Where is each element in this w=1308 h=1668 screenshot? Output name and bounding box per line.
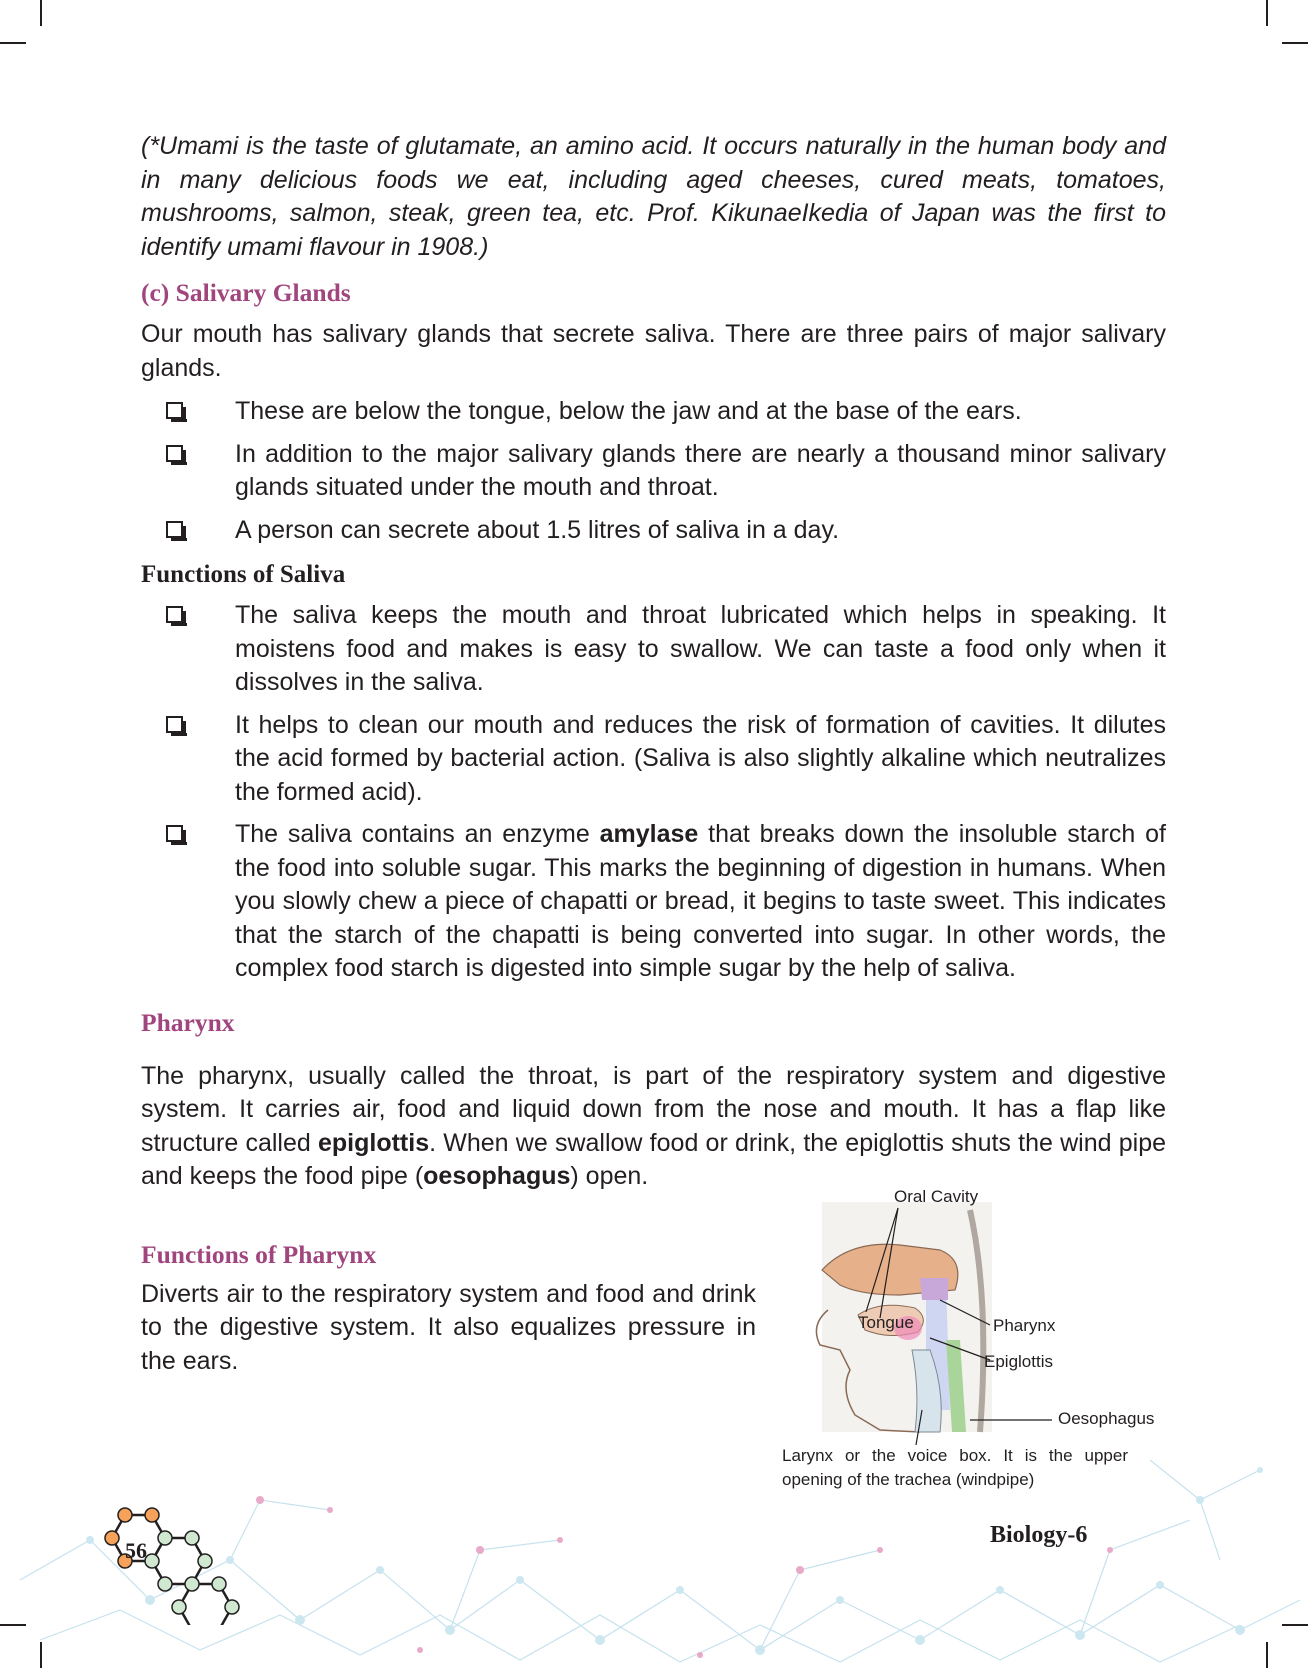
list-item: These are below the tongue, below the jaw and at the base of the ears. (141, 395, 1166, 429)
salivary-intro: Our mouth has salivary glands that secrete saliva. There are three pairs of major salivary glands. (141, 320, 1166, 382)
list-item: It helps to clean our mouth and reduces the risk of formation of cavities. It dilutes the acid formed by bacterial action. (Saliva is also slightly alkaline which neutralizes the formed acid). (141, 709, 1166, 810)
amylase-term: amylase (599, 820, 699, 848)
oesophagus-label: Oesophagus (1058, 1409, 1155, 1428)
functions-of-saliva-heading: Functions of Saliva (141, 561, 346, 588)
throat-illustration (780, 1200, 1170, 1480)
pharynx-heading: Pharynx (141, 1007, 235, 1037)
hexagon-graphic (95, 1505, 245, 1625)
crop-mark (1282, 42, 1308, 44)
crop-mark (1266, 0, 1268, 26)
page-number: 56 (125, 1538, 147, 1563)
checkbox-icon (166, 825, 183, 842)
umami-note: (*Umami is the taste of glutamate, an amino acid. It occurs naturally in the human body and in many delicious foods we eat, including aged cheeses, cured meats, tomatoes, mushrooms, salmon, steak, green tea, etc. Prof. KikunaeIkedia of Japan was the first to identify umami flavour in 1908.) (141, 132, 1166, 261)
checkbox-icon (166, 521, 183, 538)
crop-mark (40, 0, 42, 26)
list-item: In addition to the major salivary glands there are nearly a thousand minor salivary glands situated under the mouth and throat. (141, 438, 1166, 505)
tongue-label: Tongue (858, 1313, 914, 1332)
checkbox-icon (166, 445, 183, 462)
list-item: A person can secrete about 1.5 litres of saliva in a day. (141, 514, 1166, 548)
crop-mark (0, 42, 26, 44)
saliva-functions-list (141, 599, 1166, 986)
page-content (141, 130, 1166, 1378)
functions-of-pharynx-heading: Functions of Pharynx (141, 1239, 377, 1269)
checkbox-icon (166, 402, 183, 419)
diagram-caption: Larynx or the voice box. It is the upper opening of the trachea (windpipe) (782, 1446, 1128, 1489)
pharynx-functions-text: Diverts air to the respiratory system and food and drink to the digestive system. It also equalizes pressure in the ears. (141, 1279, 756, 1375)
checkbox-icon (166, 716, 183, 733)
salivary-list (141, 395, 1166, 547)
pharynx-label: Pharynx (993, 1316, 1056, 1335)
oesophagus-term: oesophagus (423, 1162, 571, 1190)
oral-cavity-label: Oral Cavity (894, 1187, 979, 1206)
pharynx-paragraph: The pharynx, usually called the throat, is part of the respiratory system and digestive system. It carries air, food and liquid down from the nose and mouth. It has a flap like structure called epiglottis. When we swallow food or drink, the epiglottis shuts the wind pipe and keeps the food pipe (oesophagus) open. (141, 1061, 1166, 1190)
list-item: The saliva keeps the mouth and throat lubricated which helps in speaking. It moistens food and makes is easy to swallow. We can taste a food only when it dissolves in the saliva. (141, 599, 1166, 700)
book-title: Biology-6 (990, 1522, 1088, 1548)
salivary-glands-heading: (c) Salivary Glands (141, 278, 351, 307)
epiglottis-term: epiglottis (318, 1128, 430, 1157)
epiglottis-label: Epiglottis (984, 1352, 1053, 1371)
pharynx-diagram (780, 1187, 1170, 1480)
list-item: The saliva contains an enzyme amylase that breaks down the insoluble starch of the food into soluble sugar. This marks the beginning of digestion in humans. When you slowly chew a piece of chapatti or bread, it begins to taste sweet. This indicates that the starch of the chapatti is being converted into sugar. In other words, the complex food starch is digested into simple sugar by the help of saliva. (141, 818, 1166, 986)
checkbox-icon (166, 606, 183, 623)
